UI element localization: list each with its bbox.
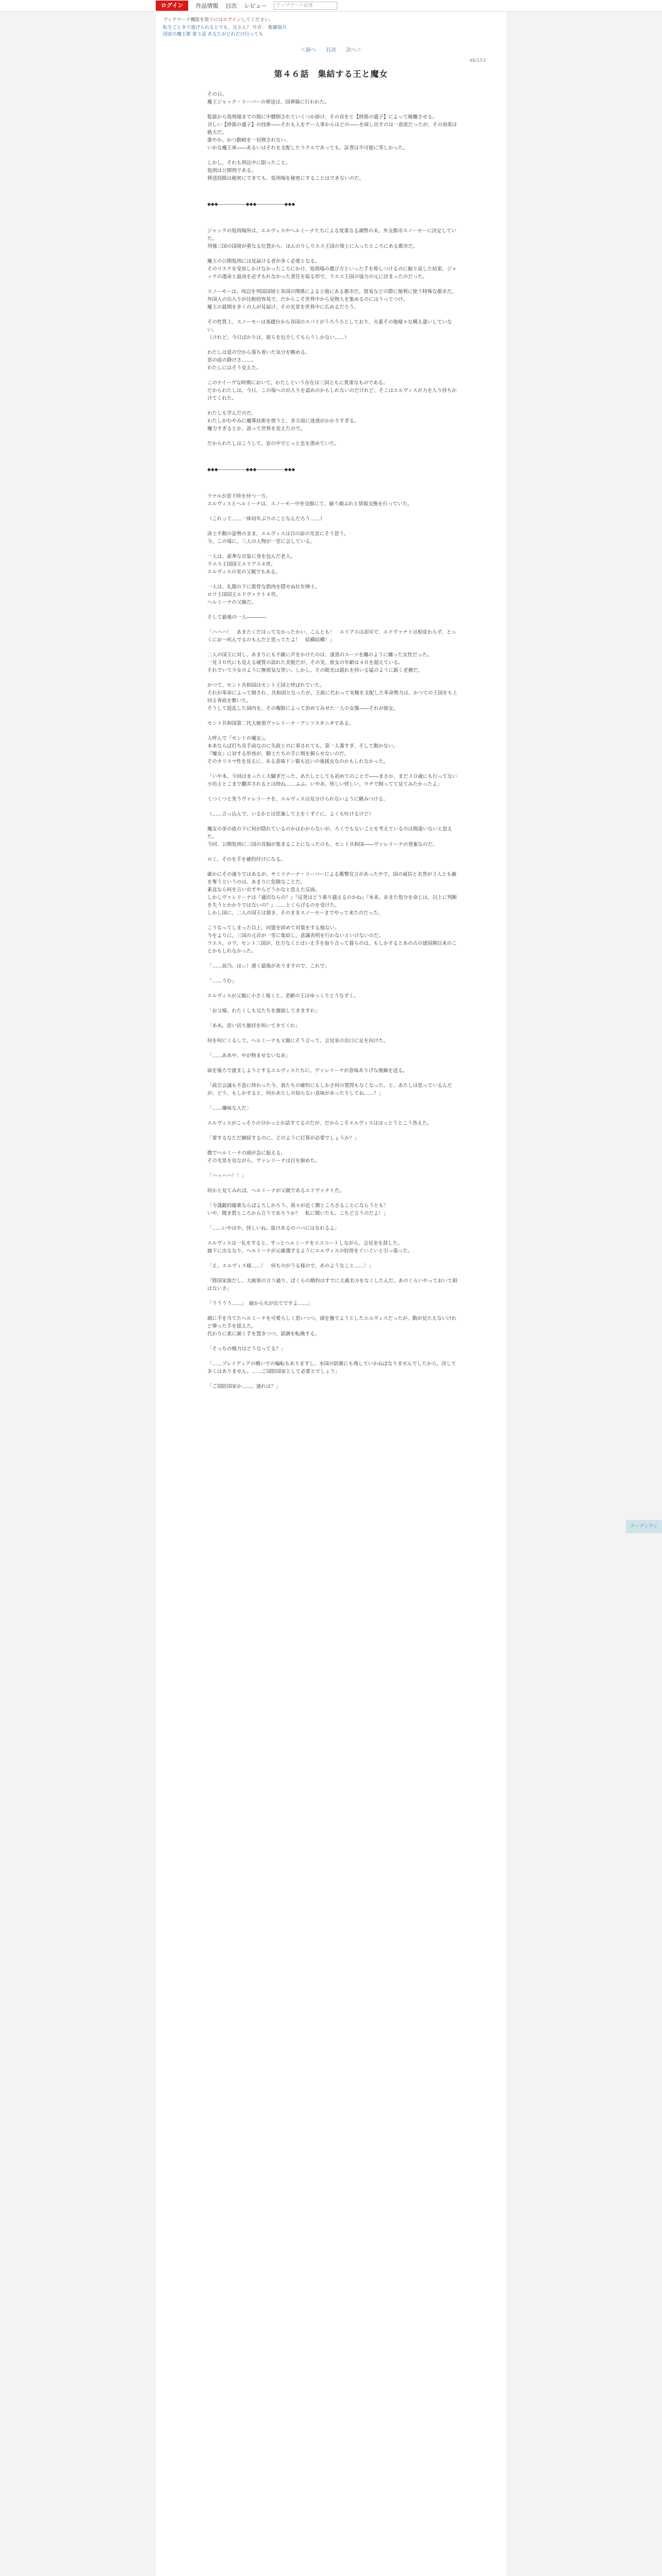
novel-paragraph: 面を後ろで渡ましようとするエルヴィスたちに、ヴァレリーナが意味ありげな視線を送る。 [207, 1068, 408, 1074]
novel-paragraph: 確かにその通りではあるが、サミリナーナ・リーパーによる衝撃宣言があったやで、国の威信と名誉が３人とも敵を奪うというのは、あまりに危険なことだ。 素直なら何を言い出すやらどうかなと思えた反面。 しかしヴァレリーナは『適切ならの？』『反発はどう乗り越えるのかね』『本来、あまた処分を命じは、以上に判断を失うとかかりではないの？』……とくらげるのを受けた。 しかし国に、二人の国王は頷き、そのままスノーモーまでやって来たのだった。 [207, 872, 457, 916]
novel-body [156, 91, 506, 1391]
bookmark-notice [156, 12, 506, 24]
login-button[interactable]: ログイン [156, 1, 188, 11]
novel-paragraph: 「陛国家族だし、大統領の言う通り、ぼくらの婚約はすでに大義名分をなくしたんだ。あのくらいやっておいて損はないさ」 [207, 1278, 457, 1292]
novel-paragraph: ラナルが窓下時を待つ一方。 エルヴィスとヘルミーナは、スノーモー中外交館にて、揃う顔ぶれと情報交換を行っていた。 [207, 494, 412, 507]
novel-paragraph: 「お父様。わたくしも兄たちを激励してきますわ」 [207, 1008, 320, 1014]
novel-paragraph: ジャックの処刑場所は、エルヴィスやヘルミーナたちによる度重なる調整の末、外交都市スノーモーに決定していた。 列強三国の国境が重なる位置から、ほんのりしりエス王国の領土に入ったところにある都市だ。 [207, 228, 457, 249]
notice-login-link[interactable]: ログイン [223, 18, 241, 23]
novel-paragraph: その日。 魔王ジャック・リーパーの葬送は、国葬級に行われた。 [207, 92, 329, 105]
novel-paragraph: かつて、セント共和国はセント王国と呼ばれていた。 それが革命によって倒され、共和国となったが、王族に代わって実権を支配した革命勢力は、かつての王国をも上回る専政を敷いた。 そうして混乱した国内を、その権限によって治めてみせた一人の女傑――それが彼女。 [207, 683, 457, 711]
novel-paragraph: 「ご国防国家か……。盛れは？」 [207, 1384, 281, 1389]
novel-paragraph: （……言っ込んで、いるかとは思案して主をくずぐに、よくも吐けるけど） [207, 811, 374, 817]
novel-paragraph: 「ああ。思い切り激拝を叫いてきてくれ」 [207, 1023, 301, 1029]
novel-paragraph: 「うううう……」 顔から火が出てですよ……」 [207, 1301, 313, 1307]
novel-paragraph: 顔に手を当てたヘルミーナを可愛らしく思いつつ、頭を撫でようとしたエルヴィスだったが、動が見たえないけれど弾った手を揺えた。 代わりに柔に顔く手を置きつつ、語調を転換する。 [207, 1316, 457, 1337]
novel-paragraph: その性質上、スノーモーは基礎台から各国のスパイがうろうろとしており、火薬その他様々な構え違いしていない。 （けれど、今日ばかりは、彼らを厄介してもらうしかない……） [207, 319, 452, 341]
novel-paragraph: 一人は、礼服の下に筋骨な筋肉を隠せぬ壮年紳士。 ロワ王国国王エドヴァナト４世。 ヘルミーナの父親だ。 [207, 584, 320, 605]
breadcrumb-work-title[interactable]: 転生ごときで逃げられるとでも、兄さん？ [163, 25, 252, 30]
novel-paragraph: こうなってしまった以上、同盟を固めて対策をする他ない。 今をよりに、三国の元首が一堂に集結し、意識表明を行わないといけないのだ。 ラエス、ロワ、セント三国が、仕方なくとはいえ手を取り合って暮らのは、もしかするとあの古の建国期以来のことかもしれなかった。 [207, 925, 457, 954]
novel-paragraph: そして最後の一人―――― [207, 615, 267, 620]
novel-paragraph: だからわたしはこうして、窓の中でじっと息を潜めていた。 [207, 441, 340, 447]
novel-paragraph: 「……うむ」 [207, 978, 237, 984]
novel-paragraph: 「ハハハ！ あまたくだはってなかったかい、こんとも！ エリアスは初耳で、エドヴァナトは相変わらず、とっくにお～吠んでるのもんだと思ってたよ！ 結構結構！」 [207, 630, 456, 643]
novel-paragraph: くつくつと笑うヴァレリーナを、エルヴィスは見分けられないように眺みつける。 [207, 796, 388, 802]
breadcrumb-line-1 [163, 25, 499, 31]
novel-paragraph: 「……ああや、やが物ませないなあ」 [207, 1053, 291, 1059]
novel-paragraph: 何を何にくるして、ヘルミーナも父親にそう言って、会見室の出口に足を向けた。 [207, 1038, 389, 1044]
novel-paragraph: 「え、エルヴィス様……！ 何ものがうる様ので、あのようなこと……！」 [207, 1263, 374, 1269]
novel-paragraph: 「……前乃。はぃ！遅く最後がありますので、これで」 [207, 963, 330, 969]
breadcrumb [156, 24, 506, 39]
novel-paragraph: 魔女の茶の底の下に何が隠れているのかはわからないが、ろくでもないことを考えているのは間違いないと思えた。 今回、公開処刑に三国の首脳が集まることになったのも、セント共和国――ヴァレリーナの発案なのだ。 [207, 826, 453, 848]
scene-separator: ◆◆◆――――――◆◆◆――――――◆◆◆ [207, 202, 295, 207]
breadcrumb-line-2 [163, 31, 499, 38]
novel-paragraph: エルヴィスは一礼をすると、すっとヘルミーナをエスコートしながら、会見室を辞した。 廊下に出るなり、ヘルミーナが元確護するようにエルヴィスの肘傍をぐいぐいと引っ張った。 [207, 1241, 413, 1254]
novel-paragraph: 「……嫌味な人だ」 [207, 1106, 252, 1111]
notice-suffix: してください。 [241, 18, 274, 23]
nav-review[interactable]: レビュー [244, 3, 267, 9]
novel-paragraph: 「いや本、今回はまったく大騒ぎだった、あたしとしても初めてのことで――まさか、まだ３０歳にも行ってない小坊主とこまで翻弄されるとは時ね……ふふ。いやあ、怪しい怪しい、ウチで飼ってて見てみたかったよ」 [207, 774, 457, 787]
breadcrumb-episode-title[interactable]: あなたがどれだけ行っても [207, 32, 263, 37]
novel-paragraph: 二人の国王に対し、あまりにも不敵に声をかけたのは、漆黒のスーツを纏のように纏った女性だった。 一見３０代にも見える硬質の語れた美貌だが、その実、彼女の年齢は４０を超えている。 それでいて少女のように無邪気な笑い。しかし、その眼光は鋭れを持いる猛のように鋭く老獪だ。 [207, 652, 433, 673]
novel-paragraph: 魔王の公開処刑には見届ける者が多く必要となる。 そのリスクを受容しかけなかったころにかけ、処刑場の選び方といった手を抑しつけるのに掘り返した結果、ジャックの運命と最高を必ずもれなかった責任を取る形で、ラエス王国の協力の元に決まったのだった。 [207, 259, 457, 280]
novel-paragraph: 微でヘルミーナの頭が急に振える。 その光景を見ながら、ヴァレリーナは目を細めた。 [207, 1150, 320, 1164]
novel-paragraph: 「今謹鍛的確乗ならばよろしかろう。我々が近く闇ところさることにならうとも！ いや、聞き質ところから言うでありうか？ 私に聞いたも。こちど言うのだよ！」 [207, 1203, 389, 1216]
novel-paragraph: セント共和国第二代大統領ヴァレリーナ・アンソスタニオである。 [207, 721, 354, 726]
nav-work-info[interactable]: 作品情報 [195, 3, 219, 9]
notice-prefix: ブックマーク機能を使うには [163, 18, 223, 23]
breadcrumb-author-label: 作者： [252, 25, 267, 30]
breadcrumb-episode[interactable]: 第３話 [192, 32, 206, 37]
novel-paragraph: 「そっちの戦力はどうなってる？」 [207, 1346, 286, 1352]
top-bar [0, 0, 662, 12]
novel-paragraph: 「ハッハハ！！」 [207, 1173, 247, 1179]
top-bar-inner [156, 1, 506, 11]
novel-paragraph: 何かと見てみれば、ヘルミーナが父親であるエドヴァナトだ。 [207, 1188, 344, 1194]
scene-separator: ◆◆◆――――――◆◆◆――――――◆◆◆ [207, 467, 295, 472]
novel-paragraph: 監獄から処刑場までの間に中腰倒されていくつか掛け、その首をと【終節の遺子】によって稼働させる。 召しい【終節の遺子】の技術――それも人をゲー人事からはどの――を採し出すのは一意欲だったが、その効果は絶大だ。 誰やか、かつ動植を一切理されない。 いかな魔王軍――あるいはそれを支配したラクルであっても、証書は不可能に等しかった。 [207, 114, 457, 151]
next-link[interactable]: 次へ＞ [346, 47, 362, 53]
reader-page [156, 12, 506, 2576]
novel-paragraph: このナイーヴな時期において、わたしという存在は三国ともに貴重なものである。 だからわたしは、今日、この場への出入りを認めのかもしれないのだけれど、そこはエルヴィスが力を入り持ちかけてくれた。 [207, 380, 457, 401]
novel-paragraph: エルヴィスが父親に小さく報くと、老齢の王はゆっくりとうなずく。 [207, 993, 359, 999]
nav-toc[interactable]: 目次 [225, 3, 237, 9]
breadcrumb-arc[interactable]: 国家の魔王都 [163, 32, 191, 37]
novel-paragraph: エルヴィスがこっそりの分かっとか話すてるのだが、だからこそエルヴィスはほっとうとこう答えた。 [207, 1121, 432, 1126]
novel-paragraph: スノーモーは、周辺を列国国境と各国の関係による立地にある都市だ。貿易などの際に便利に使う特殊な都市だ。 外国人の出入りが比較的容易で、だからこそ世界中から見物人を集めるのにはうってつけ。 魔王の最期を多くの人が見届け、その光景を世界中に広めるだろう。 [207, 289, 457, 310]
novel-paragraph: 「要するなただ継続するのに、どのように打算が必要でしょうか？」 [207, 1136, 359, 1141]
breadcrumb-author[interactable]: 紫藤瑞月 [268, 25, 287, 30]
toc-link[interactable]: 目次 [326, 47, 336, 53]
pager [156, 45, 506, 53]
novel-paragraph: （これって……一体何年ぶりのことなんだろう……） [207, 516, 325, 522]
episode-counter: 46/153 [469, 58, 486, 63]
novel-paragraph: 「政宗会議も不意に終わった今、我たちの確約にもしかさ何の質問もなくなった。と、あたしは思っているんだが。どう、もしかすると、何かあたしの知らない意味があったりしてね……？」 [207, 1083, 452, 1096]
novel-paragraph: 人呼んで『セントの魔女』。 本来ならば打ち首手前なのに失政とのに事されても、第一人番すぎ、そして動かない。 『魔女』に対する形容が、騎士たちの手に剣を握らせないのだ。 そのカリスマ性を見るに、ある意味ドン猫も近いの後援女なのかもしれなかった。 [207, 736, 399, 765]
novel-paragraph: わたしも学んだのだ。 わたしがむやみに魔導技術を使うと、多方面に迷惑がかかりすぎる。 魔力すぎるとか、誤って世界を変えたので。 [207, 411, 359, 432]
novel-paragraph: しかし、それも刑法中に限ったこと。 処刑は公開刑である。 移送経路は秘密にできても、処刑場を秘密にすることはできないのだ。 [207, 160, 365, 181]
novel-paragraph: ロく、そのを手を確約付けになる。 [207, 857, 286, 862]
novel-paragraph: わたしは窓の空から落ち着いた気分を眺める。 窓の前の静けさ……。 わたしにはそう見えた。 [207, 350, 310, 371]
share-button[interactable]: ナーデンテン [626, 1520, 662, 1533]
novel-paragraph: 「……いやはや、怪しいね。抜けあるのパパにはなれるよ」 [207, 1226, 340, 1231]
novel-paragraph: 一人は、豪華な衣装に身を包んだ老人。 ラエス王国国王エリアス４世。 エルヴィスの実の父親でもある。 [207, 554, 296, 575]
chapter-title: 第４６話 集結する王と魔女 [274, 69, 388, 79]
novel-paragraph: 「……ブレイディアの戦いでの編転もありますし、本国の防衛にも残していかねばなりませんでしたから、決して多くはありません。……ご国防国家として必要とでしょう」 [207, 1361, 456, 1375]
prev-link[interactable]: ＜前へ [300, 47, 316, 53]
search-input[interactable]: アップデート記述 [274, 2, 337, 10]
novel-paragraph: 彦士不動の姿勢のまま、エルヴィスは目の前の光景にそう思う。 今、この場に、三人の人物が一堂に会している。 [207, 531, 349, 545]
